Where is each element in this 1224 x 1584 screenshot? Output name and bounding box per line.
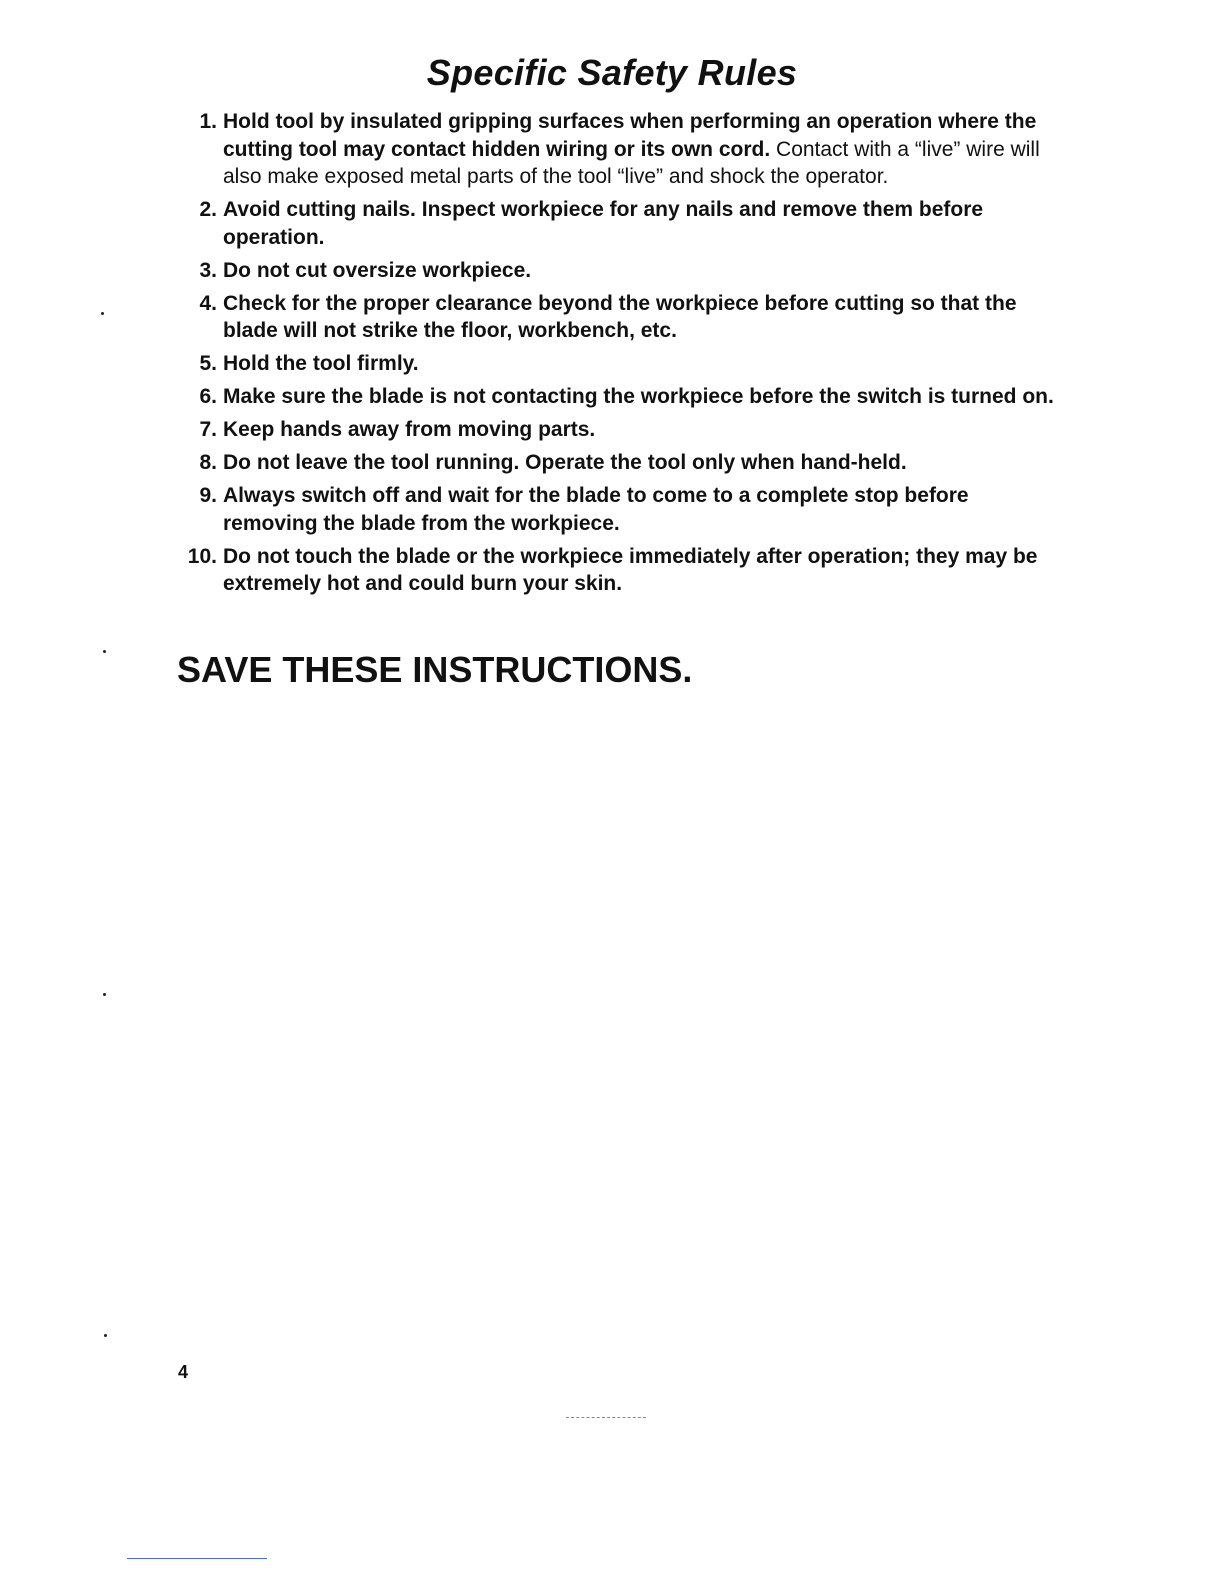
scan-speck	[103, 993, 106, 996]
scan-speck	[101, 312, 104, 315]
rule-number: 9.	[199, 484, 217, 507]
rule-item-2	[180, 196, 1060, 251]
page-title: Specific Safety Rules	[426, 52, 798, 93]
page-number: 4	[178, 1362, 189, 1382]
rule-text: Check for the proper clearance beyond the workpiece before cutting so that the blade will not strike the floor, workbench, etc.	[223, 291, 1017, 342]
rule-text: Do not leave the tool running. Operate the tool only when hand-held.	[223, 451, 907, 474]
rule-item-10	[180, 543, 1060, 598]
rule-number: 5.	[199, 352, 217, 375]
rule-text: Hold tool by insulated gripping surfaces when performing an operation where the cutting tool may contact hidden wiring or its own cord.	[223, 110, 1037, 161]
rule-item-7	[180, 416, 1060, 444]
safety-rules-list	[180, 108, 1060, 603]
rule-number: 6.	[199, 385, 217, 408]
rule-text: Avoid cutting nails. Inspect workpiece for any nails and remove them before operation.	[223, 198, 984, 249]
rule-note: Contact with a “live” wire will also make exposed metal parts of the tool “live” and shock the operator.	[223, 137, 1040, 188]
rule-text: Do not touch the blade or the workpiece immediately after operation; they may be extremely hot and could burn your skin.	[223, 544, 1038, 595]
save-instructions-notice: SAVE THESE INSTRUCTIONS.	[177, 649, 693, 690]
rule-number: 10.	[187, 544, 217, 568]
rule-item-1	[180, 108, 1060, 191]
rule-text: Hold the tool firmly.	[223, 352, 419, 375]
rule-number: 2.	[199, 198, 217, 221]
rule-text: Always switch off and wait for the blade to come to a complete stop before removing the blade from the workpiece.	[223, 484, 969, 535]
rule-text: Keep hands away from moving parts.	[223, 418, 596, 441]
rule-number: 8.	[199, 451, 217, 474]
rule-number: 4.	[199, 291, 217, 315]
rule-number: 3.	[199, 258, 217, 282]
rule-item-9	[180, 482, 1060, 537]
rule-text: Do not cut oversize workpiece.	[223, 258, 532, 282]
rule-number: 1.	[199, 110, 217, 133]
rule-text: Make sure the blade is not contacting the workpiece before the switch is turned on.	[223, 385, 1054, 408]
scan-mark	[566, 1417, 646, 1418]
rule-item-8	[180, 449, 1060, 477]
bottom-rule-line	[127, 1558, 267, 1559]
scan-speck	[103, 650, 106, 653]
rule-number: 7.	[199, 418, 217, 441]
rule-item-3	[180, 257, 1060, 285]
scan-speck	[104, 1334, 107, 1337]
rule-item-6	[180, 383, 1060, 411]
rule-item-4	[180, 290, 1060, 345]
rule-item-5	[180, 350, 1060, 378]
